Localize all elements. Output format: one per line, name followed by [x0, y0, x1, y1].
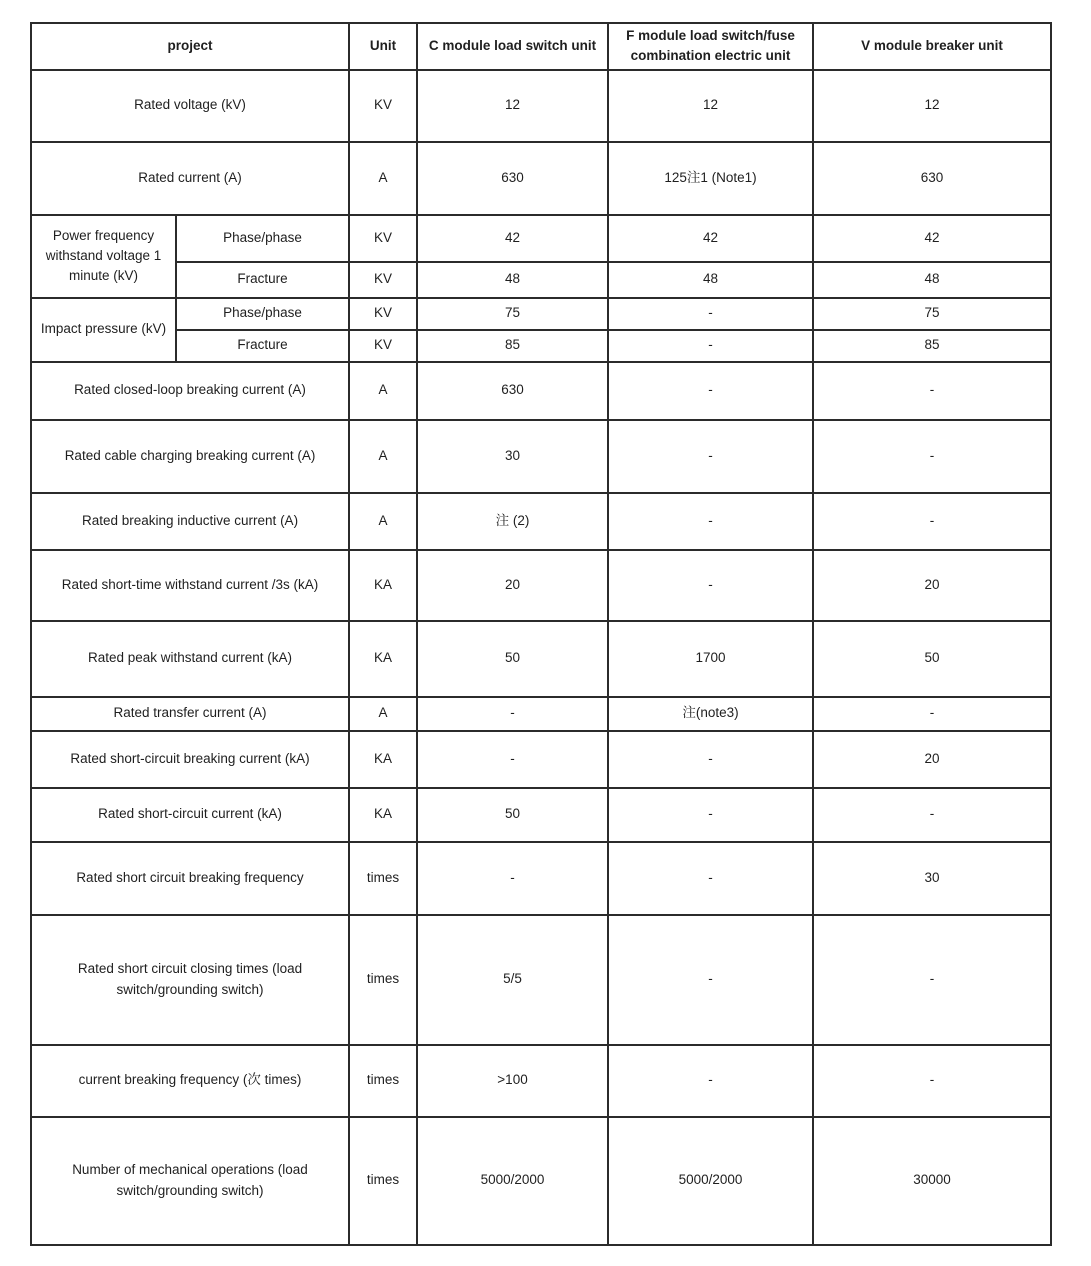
- table-row: [31, 1117, 1051, 1245]
- f-value: -: [608, 915, 813, 1045]
- group-label: Power frequency withstand voltage 1 minute (kV): [31, 215, 176, 298]
- v-value: -: [813, 420, 1051, 493]
- row-label: Rated short-circuit breaking current (kA): [31, 731, 349, 788]
- f-value: -: [608, 788, 813, 842]
- v-value: 50: [813, 621, 1051, 697]
- f-value: -: [608, 298, 813, 330]
- row-label: Rated short circuit breaking frequency: [31, 842, 349, 915]
- f-value: 注(note3): [608, 697, 813, 731]
- unit-cell: KA: [349, 621, 417, 697]
- c-value: 30: [417, 420, 608, 493]
- unit-cell: KA: [349, 731, 417, 788]
- v-value: -: [813, 362, 1051, 420]
- header-row: [31, 23, 1051, 70]
- spec-table-container: [30, 22, 1052, 1246]
- f-value: 12: [608, 70, 813, 142]
- v-value: 30: [813, 842, 1051, 915]
- table-row: [31, 1045, 1051, 1117]
- unit-cell: A: [349, 697, 417, 731]
- unit-cell: KV: [349, 70, 417, 142]
- v-value: 48: [813, 262, 1051, 298]
- sub-label: Phase/phase: [176, 215, 349, 262]
- c-value: 42: [417, 215, 608, 262]
- v-value: 12: [813, 70, 1051, 142]
- table-row: [31, 788, 1051, 842]
- row-label: Rated short-time withstand current /3s (kA): [31, 550, 349, 621]
- unit-cell: KV: [349, 262, 417, 298]
- v-value: 30000: [813, 1117, 1051, 1245]
- c-value: 12: [417, 70, 608, 142]
- sub-label: Fracture: [176, 330, 349, 362]
- row-label: Rated current (A): [31, 142, 349, 215]
- unit-cell: A: [349, 362, 417, 420]
- f-value: -: [608, 550, 813, 621]
- c-value: -: [417, 697, 608, 731]
- unit-cell: KV: [349, 215, 417, 262]
- c-value: 85: [417, 330, 608, 362]
- f-value: -: [608, 1045, 813, 1117]
- unit-cell: A: [349, 142, 417, 215]
- table-row: [31, 420, 1051, 493]
- v-value: 20: [813, 550, 1051, 621]
- f-value: 5000/2000: [608, 1117, 813, 1245]
- v-value: 75: [813, 298, 1051, 330]
- c-value: 48: [417, 262, 608, 298]
- v-value: -: [813, 915, 1051, 1045]
- row-label: Rated voltage (kV): [31, 70, 349, 142]
- row-label: Rated short circuit closing times (load switch/grounding switch): [31, 915, 349, 1045]
- unit-cell: times: [349, 1045, 417, 1117]
- f-value: -: [608, 731, 813, 788]
- f-value: -: [608, 330, 813, 362]
- unit-cell: A: [349, 420, 417, 493]
- row-label: Rated transfer current (A): [31, 697, 349, 731]
- table-row: [31, 215, 1051, 262]
- table-row: [31, 915, 1051, 1045]
- unit-cell: KV: [349, 298, 417, 330]
- table-row: [31, 298, 1051, 330]
- header-project: project: [31, 23, 349, 70]
- row-label: current breaking frequency (次 times): [31, 1045, 349, 1117]
- c-value: -: [417, 842, 608, 915]
- table-row: [31, 362, 1051, 420]
- row-label: Rated breaking inductive current (A): [31, 493, 349, 550]
- table-row: [31, 731, 1051, 788]
- header-c-module: C module load switch unit: [417, 23, 608, 70]
- c-value: 20: [417, 550, 608, 621]
- c-value: 630: [417, 142, 608, 215]
- row-label: Number of mechanical operations (load switch/grounding switch): [31, 1117, 349, 1245]
- unit-cell: KA: [349, 550, 417, 621]
- f-value: -: [608, 842, 813, 915]
- f-value: 1700: [608, 621, 813, 697]
- row-label: Rated closed-loop breaking current (A): [31, 362, 349, 420]
- unit-cell: KA: [349, 788, 417, 842]
- v-value: -: [813, 493, 1051, 550]
- c-value: 75: [417, 298, 608, 330]
- v-value: 630: [813, 142, 1051, 215]
- c-value: 50: [417, 788, 608, 842]
- header-v-module: V module breaker unit: [813, 23, 1051, 70]
- v-value: 20: [813, 731, 1051, 788]
- unit-cell: A: [349, 493, 417, 550]
- table-row: [31, 330, 1051, 362]
- table-row: [31, 142, 1051, 215]
- table-row: [31, 493, 1051, 550]
- v-value: 85: [813, 330, 1051, 362]
- v-value: -: [813, 788, 1051, 842]
- c-value: -: [417, 731, 608, 788]
- c-value: 注 (2): [417, 493, 608, 550]
- f-value: -: [608, 493, 813, 550]
- table-row: [31, 697, 1051, 731]
- row-label: Rated peak withstand current (kA): [31, 621, 349, 697]
- f-value: -: [608, 420, 813, 493]
- c-value: 5/5: [417, 915, 608, 1045]
- c-value: >100: [417, 1045, 608, 1117]
- unit-cell: KV: [349, 330, 417, 362]
- v-value: -: [813, 697, 1051, 731]
- unit-cell: times: [349, 1117, 417, 1245]
- f-value: -: [608, 362, 813, 420]
- c-value: 50: [417, 621, 608, 697]
- group-label: Impact pressure (kV): [31, 298, 176, 362]
- c-value: 630: [417, 362, 608, 420]
- sub-label: Fracture: [176, 262, 349, 298]
- unit-cell: times: [349, 842, 417, 915]
- row-label: Rated cable charging breaking current (A): [31, 420, 349, 493]
- c-value: 5000/2000: [417, 1117, 608, 1245]
- table-row: [31, 550, 1051, 621]
- row-label: Rated short-circuit current (kA): [31, 788, 349, 842]
- unit-cell: times: [349, 915, 417, 1045]
- header-f-module: F module load switch/fuse combination electric unit: [608, 23, 813, 70]
- v-value: 42: [813, 215, 1051, 262]
- f-value: 42: [608, 215, 813, 262]
- table-row: [31, 262, 1051, 298]
- f-value: 125注1 (Note1): [608, 142, 813, 215]
- header-unit: Unit: [349, 23, 417, 70]
- table-row: [31, 842, 1051, 915]
- v-value: -: [813, 1045, 1051, 1117]
- sub-label: Phase/phase: [176, 298, 349, 330]
- f-value: 48: [608, 262, 813, 298]
- spec-table: [30, 22, 1052, 1246]
- table-row: [31, 70, 1051, 142]
- table-row: [31, 621, 1051, 697]
